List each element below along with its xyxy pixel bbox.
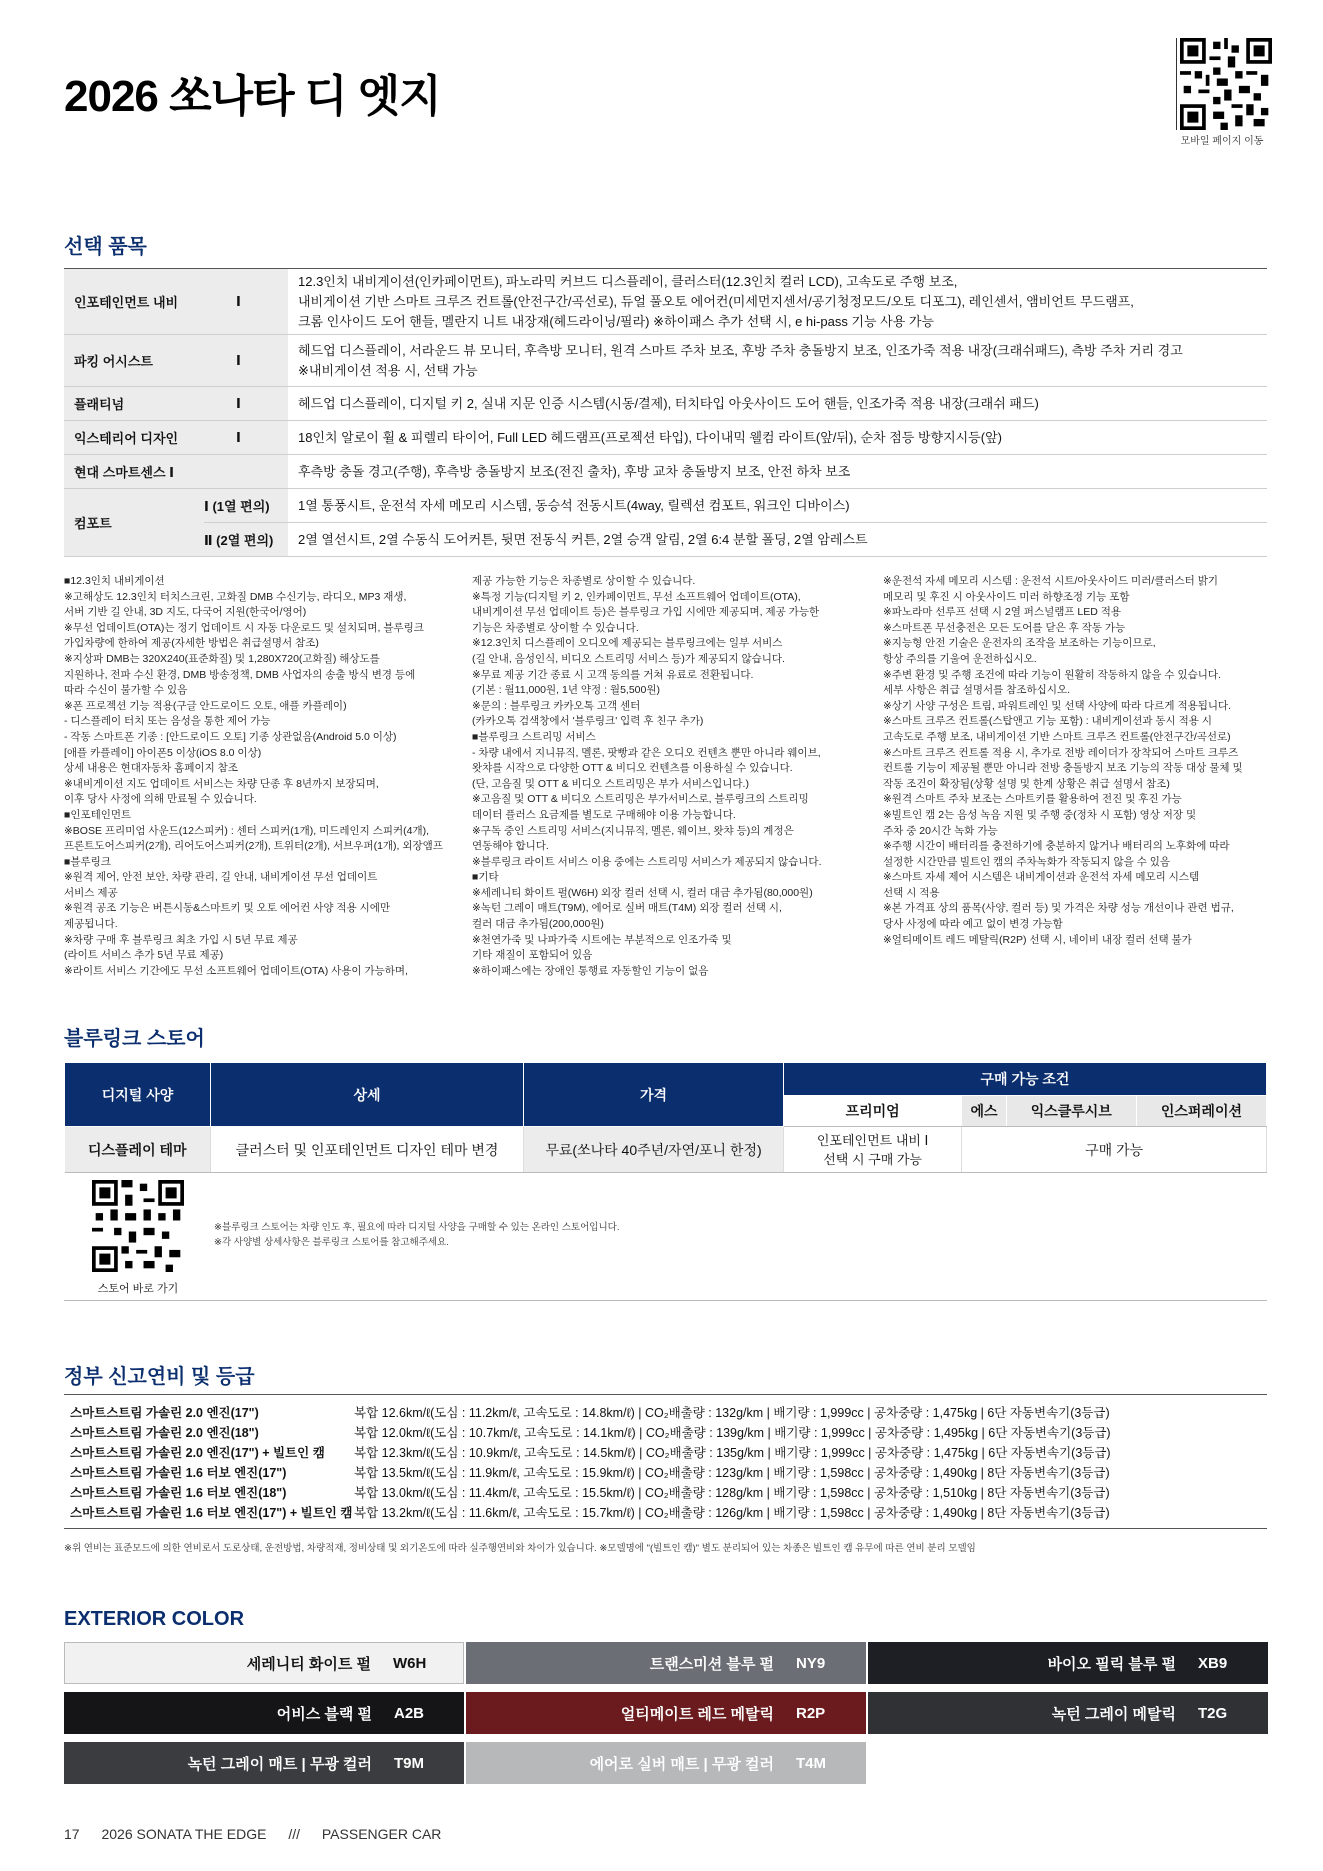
note-line: 가입차량에 한하여 제공(자세한 방법은 취급설명서 참조) xyxy=(64,637,319,650)
note-line: 고속도로 주행 보조, 내비게이션 기반 스마트 크루즈 컨트롤(안전구간/곡선로) xyxy=(883,730,1231,743)
notes-column xyxy=(883,574,1273,948)
bluelink-table xyxy=(64,1062,1267,1173)
color-name: 녹턴 그레이 매트 | 무광 컬러 xyxy=(187,1755,372,1773)
note-line: ※원격 스마트 주차 보조는 스마트키를 활용하여 전진 및 후진 가능 xyxy=(883,793,1182,806)
note-line: ※스마트 자세 제어 시스템은 내비게이션과 운전석 자세 메모리 시스템 xyxy=(883,871,1200,884)
note-line: ※원격 제어, 안전 보안, 차량 관리, 길 안내, 내비게이션 무선 업데이트 xyxy=(64,871,378,884)
option-level: Ⅰ xyxy=(236,421,288,454)
option-level: Ⅰ xyxy=(236,335,288,386)
note-line: 설정한 시간만큼 빌트인 캠의 주차녹화가 작동되지 않을 수 있음 xyxy=(883,855,1171,868)
note-line: 주차 중 20시간 녹화 가능 xyxy=(883,824,998,837)
note-line: ※고음질 및 OTT & 비디오 스트리밍은 부가서비스로, 블루링크의 스트리밍 xyxy=(472,793,809,806)
note-line: - 작동 스마트폰 기종 : [안드로이드 오토] 기종 상관없음(Android 5.0 이상) xyxy=(64,730,397,743)
note-line: ※빌트인 캠 2는 음성 녹음 지원 및 주행 중(정차 시 포함) 영상 저장 및 xyxy=(883,808,1197,821)
col-header: 프리미엄 xyxy=(784,1096,962,1127)
color-code: NY9 xyxy=(796,1654,826,1672)
option-row xyxy=(64,335,1267,387)
color-swatch[interactable] xyxy=(64,1692,464,1734)
color-name: 에어로 실버 매트 | 무광 컬러 xyxy=(589,1755,774,1773)
note-line: 이후 당사 사정에 의해 만료될 수 있습니다. xyxy=(64,793,257,806)
color-code: T2G xyxy=(1198,1704,1228,1722)
note-line: ※본 가격표 상의 품목(사양, 컬러 등) 및 가격은 차량 성능 개선이나 관련 법규, xyxy=(883,902,1234,915)
color-code: A2B xyxy=(394,1704,425,1722)
exterior-heading: EXTERIOR COLOR xyxy=(64,1608,245,1630)
note-line: 프론트도어스피커(2개), 리어도어스피커(2개), 트위터(2개), 서브우퍼(1개), 외장앰프 xyxy=(64,840,443,853)
note-line: ※원격 공조 기능은 버튼시동&스마트키 및 오토 에어컨 사양 적용 시에만 xyxy=(64,902,391,915)
note-line: [애플 카플레이] 아이폰5 이상(iOS 8.0 이상) xyxy=(64,746,262,759)
notes-column xyxy=(64,574,459,979)
col-header: 에스 xyxy=(962,1096,1006,1127)
note-line: ※BOSE 프리미엄 사운드(12스피커) : 센터 스피커(1개), 미드레인지 스피커(4개), xyxy=(64,824,430,837)
note-line: ※천연가죽 및 나파가죽 시트에는 부분적으로 인조가죽 및 xyxy=(472,933,732,946)
note-line: 항상 주의를 기울여 운전하십시오. xyxy=(883,652,1037,665)
option-desc: 1열 통풍시트, 운전석 자세 메모리 시스템, 동승석 전동시트(4way, 릴렉션 컴포트, 워크인 디바이스) xyxy=(298,497,850,513)
footer-model: 2026 SONATA THE EDGE xyxy=(101,1826,267,1842)
note-line: 메모리 및 후진 시 아웃사이드 미러 하향조정 기능 포함 xyxy=(883,590,1130,603)
color-swatch[interactable] xyxy=(466,1692,866,1734)
col-header: 구매 가능 조건 xyxy=(784,1063,1267,1096)
color-name: 트랜스미션 블루 펄 xyxy=(649,1655,774,1673)
note-line: ※운전석 자세 메모리 시스템 : 운전석 시트/아웃사이드 미러/클러스터 밝기 xyxy=(883,575,1219,587)
color-name: 얼티메이트 레드 메탈릭 xyxy=(620,1705,774,1723)
note-line: ※주행 시간이 배터리를 충전하기에 충분하지 않거나 배터리의 노후화에 따라 xyxy=(883,840,1230,853)
mobile-qr-caption: 모바일 페이지 이동 xyxy=(1180,136,1264,147)
color-code: XB9 xyxy=(1198,1654,1228,1672)
note-line: ※폰 프로젝션 기능 적용(구글 안드로이드 오토, 애플 카플레이) xyxy=(64,699,347,712)
note-line: 컨트롤 기능이 제공될 뿐만 아니라 전방 충돌방지 보조 기능의 작동 대상 물체 및 xyxy=(883,762,1243,775)
color-name: 어비스 블랙 펄 xyxy=(276,1705,372,1723)
option-name: 파킹 어시스트 xyxy=(64,335,236,386)
color-name: 세레니티 화이트 펄 xyxy=(246,1655,371,1673)
note-line: 기능은 차종별로 상이할 수 있습니다. xyxy=(472,621,639,634)
table-cell: 무료(쏘나타 40주년/자연/포니 한정) xyxy=(524,1127,784,1173)
page-title: 2026 쏘나타 디 엣지 xyxy=(64,72,441,121)
option-name: 익스테리어 디자인 xyxy=(64,421,236,454)
option-desc: 헤드업 디스플레이, 디지털 키 2, 실내 지문 인증 시스템(시동/결제), 터치타입 아웃사이드 도어 핸들, 인조가죽 적용 내장(크래쉬 패드) xyxy=(298,395,1039,411)
option-name: 컴포트 xyxy=(64,489,204,557)
note-line: ※지능형 안전 기술은 운전자의 조작을 보조하는 기능이므로, xyxy=(883,637,1156,650)
note-line: 작동 조건이 확장됨(상황 설명 및 한계 상황은 취급 설명서 참조) xyxy=(883,777,1170,790)
option-row xyxy=(204,523,1267,557)
note-line: ■블루링크 xyxy=(64,855,111,868)
note-line: ※세레니티 화이트 펄(W6H) 외장 컬러 선택 시, 컬러 대금 추가됨(80,000원) xyxy=(472,886,813,899)
col-header: 가격 xyxy=(524,1063,784,1127)
footer-separator: /// xyxy=(288,1826,300,1842)
table-cell: 구매 가능 xyxy=(962,1127,1267,1173)
bluelink-notes: ※블루링크 스토어는 차량 인도 후, 필요에 따라 디지털 사양을 구매할 수 있는 온라인 스토어입니다. ※각 사양별 상세사항은 블루링크 스토어를 참고해주세요. xyxy=(214,1222,620,1248)
note-line: 제공 가능한 기능은 차종별로 상이할 수 있습니다. xyxy=(472,575,696,587)
option-name: 현대 스마트센스 Ⅰ xyxy=(64,455,236,488)
note-line: (라이트 서비스 추가 5년 무료 제공) xyxy=(64,949,224,962)
note-line: 기타 재질이 포함되어 있음 xyxy=(472,949,593,962)
option-name: 인포테인먼트 내비 xyxy=(64,269,236,334)
table-cell: 클러스터 및 인포테인먼트 디자인 테마 변경 xyxy=(211,1127,524,1173)
note-line: - 차량 내에서 지니뮤직, 멜론, 팟빵과 같은 오디오 컨텐츠 뿐만 아니라 웨이브, xyxy=(472,746,821,759)
option-row xyxy=(64,455,1267,489)
color-name: 녹턴 그레이 메탈릭 xyxy=(1051,1705,1176,1723)
col-header: 상세 xyxy=(211,1063,524,1127)
note-line: ■기타 xyxy=(472,871,499,884)
color-name: 바이오 필릭 블루 펄 xyxy=(1047,1655,1176,1673)
note-line: 따라 수신이 불가할 수 있음 xyxy=(64,684,188,697)
table-cell: 인포테인먼트 내비 Ⅰ 선택 시 구매 가능 xyxy=(784,1127,962,1173)
col-header: 디지털 사양 xyxy=(65,1063,211,1127)
color-swatch[interactable] xyxy=(868,1692,1268,1734)
footer-category: PASSENGER CAR xyxy=(321,1826,442,1842)
table-cell: 디스플레이 테마 xyxy=(65,1127,211,1173)
note-line: 상세 내용은 현대자동차 홈페이지 참조 xyxy=(64,762,238,775)
store-qr-caption: 스토어 바로 가기 xyxy=(97,1283,179,1295)
option-row xyxy=(64,269,1267,335)
color-swatch[interactable] xyxy=(64,1642,464,1684)
note-line: ※지상파 DMB는 320X240(표준화질) 및 1,280X720(고화질) 해상도를 xyxy=(64,652,380,665)
note-line: ※차량 구매 후 블루링크 최초 가입 시 5년 무료 제공 xyxy=(64,933,298,946)
note-line: ※12.3인치 디스플레이 오디오에 제공되는 블루링크에는 일부 서비스 xyxy=(472,637,783,650)
note-line: 연동해야 합니다. xyxy=(472,840,549,853)
color-swatch[interactable] xyxy=(64,1742,464,1784)
mobile-qr-code-icon[interactable] xyxy=(1180,38,1272,130)
note-line: ※파노라마 선루프 선택 시 2열 퍼스널램프 LED 적용 xyxy=(883,606,1122,619)
note-line: ※스마트폰 무선충전은 모든 도어를 닫은 후 작동 가능 xyxy=(883,621,1126,634)
note-line: ※무료 제공 기간 종료 시 고객 동의를 거쳐 유료로 전환됩니다. xyxy=(472,668,754,681)
note-line: ※특정 기능(디지털 키 2, 인카페이먼트, 무선 소프트웨어 업데이트(OTA), xyxy=(472,590,801,603)
divider xyxy=(64,1394,1267,1395)
fuel-heading: 정부 신고연비 및 등급 xyxy=(64,1366,255,1388)
color-code: R2P xyxy=(796,1704,826,1722)
option-desc: 18인치 알로이 휠 & 피렐리 타이어, Full LED 헤드램프(프로젝션 타입), 다이내믹 웰컴 라이트(앞/뒤), 순차 점등 방향지시등(앞) xyxy=(298,429,1002,445)
note-line: ※하이패스에는 장애인 통행료 자동할인 기능이 없음 xyxy=(472,964,709,977)
note-line: (기본 : 월11,000원, 1년 약정 : 월5,500원) xyxy=(472,684,660,697)
note-line: (카카오톡 검색창에서 '블루링크' 입력 후 친구 추가) xyxy=(472,715,704,728)
table-row xyxy=(65,1127,1267,1173)
color-code: T4M xyxy=(796,1754,826,1772)
note-line: ※스마트 크루즈 컨트롤 적용 시, 추가로 전방 레이더가 장착되어 스마트 크루즈 xyxy=(883,746,1239,759)
option-desc: 2열 열선시트, 2열 수동식 도어커튼, 뒷면 전동식 커튼, 2열 승객 알림, 2열 6:4 분할 폴딩, 2열 암레스트 xyxy=(298,531,868,547)
note-line: ※무선 업데이트(OTA)는 정기 업데이트 시 자동 다운로드 및 설치되며, 블루링크 xyxy=(64,621,424,634)
note-line: 선택 시 적용 xyxy=(883,886,940,899)
note-line: 세부 사항은 취급 설명서를 참조하십시오. xyxy=(883,684,1071,697)
option-desc: 헤드업 디스플레이, 서라운드 뷰 모니터, 후측방 모니터, 원격 스마트 주차 보조, 후방 주차 충돌방지 보조, 인조가죽 적용 내장(크래쉬패드), 측방 주차 거리 경고 ※내비게이션 적용 시, 선택 가능 xyxy=(298,342,1183,378)
note-line: ※스마트 크루즈 컨트롤(스탑앤고 기능 포함) : 내비게이션과 동시 적용 시 xyxy=(883,715,1212,728)
note-line: 왓챠를 시작으로 다양한 OTT & 비디오 컨텐츠를 이용하실 수 있습니다. xyxy=(472,762,793,775)
note-line: 지원하나, 전파 수신 환경, DMB 방송정책, DMB 사업자의 송출 방식 변경 등에 xyxy=(64,668,416,681)
option-level: Ⅱ (2열 편의) xyxy=(204,523,288,556)
note-line: (단, 고음질 및 OTT & 비디오 스트리밍은 부가 서비스입니다.) xyxy=(472,777,749,790)
store-qr-code-icon[interactable] xyxy=(92,1180,184,1272)
note-line: 당사 사정에 따라 예고 없이 변경 가능함 xyxy=(883,918,1063,931)
option-level: Ⅰ xyxy=(236,387,288,420)
note-line: ※내비게이션 지도 업데이트 서비스는 차량 단종 후 8년까지 보장되며, xyxy=(64,777,379,790)
notes-column xyxy=(472,574,872,979)
option-row xyxy=(204,489,1267,523)
note-line: ※구독 중인 스트리밍 서비스(지니뮤직, 멜론, 웨이브, 왓챠 등)의 계정은 xyxy=(472,824,794,837)
fuel-note: ※위 연비는 표준모드에 의한 연비로서 도로상태, 운전방법, 차량적재, 정비상태 및 외기온도에 따라 실주행연비와 차이가 있습니다. ※모델명에 "(빌트인 캠)" 별도 분리되어 있는 차종은 빌트인 캠 유무에 따른 연비 분리 모델임 xyxy=(64,1543,976,1554)
option-level: Ⅰ (1열 편의) xyxy=(204,489,288,522)
option-desc: 12.3인치 내비게이션(인카페이먼트), 파노라믹 커브드 디스플레이, 클러스터(12.3인치 컬러 LCD), 고속도로 주행 보조, 내비게이션 기반 스마트 크루즈 컨트롤(안전구간/곡선로), 듀얼 풀오토 에어컨(미세먼지센서/공기청정모드/오토 디포그), 레인센서, 앰비언트 무드램프, 크롬 인사이드 도어 핸들, 멜란지 니트 내장재(헤드라이닝/필라) ※하이패스 추가 선택 시, e hi-pass 기능 사용 가능 xyxy=(298,273,1134,329)
option-desc: 후측방 충돌 경고(주행), 후측방 충돌방지 보조(전진 출차), 후방 교차 충돌방지 보조, 안전 하차 보조 xyxy=(298,463,851,479)
option-row xyxy=(64,387,1267,421)
col-header: 인스퍼레이션 xyxy=(1136,1096,1266,1127)
note-line: ※고해상도 12.3인치 터치스크린, 고화질 DMB 수신기능, 라디오, MP3 재생, xyxy=(64,590,407,603)
note-line: 컬러 대금 추가됨(200,000원) xyxy=(472,918,604,931)
option-level: Ⅰ xyxy=(236,269,288,334)
note-line: ※녹턴 그레이 매트(T9M), 에어로 실버 매트(T4M) 외장 컬러 선택 시, xyxy=(472,902,782,915)
options-heading: 선택 품목 xyxy=(64,236,147,258)
divider xyxy=(64,1300,1267,1301)
color-swatch[interactable] xyxy=(466,1742,866,1784)
option-level xyxy=(236,455,288,488)
note-line: ■12.3인치 내비게이션 xyxy=(64,575,165,587)
note-line: ※블루링크 라이트 서비스 이용 중에는 스트리밍 서비스가 제공되지 않습니다. xyxy=(472,855,822,868)
color-code: T9M xyxy=(394,1754,424,1772)
page-number: 17 xyxy=(64,1826,80,1842)
note-line: - 디스플레이 터치 또는 음성을 통한 제어 가능 xyxy=(64,715,271,728)
divider xyxy=(1176,38,1177,130)
color-swatch[interactable] xyxy=(868,1642,1268,1684)
option-name: 플래티넘 xyxy=(64,387,236,420)
color-code: W6H xyxy=(393,1654,427,1672)
footer xyxy=(64,1826,459,1842)
option-row xyxy=(64,421,1267,455)
note-line: ※주변 환경 및 주행 조건에 따라 기능이 원활히 작동하지 않을 수 있습니다. xyxy=(883,668,1221,681)
note-line: 데이터 플러스 요금제를 별도로 구매해야 이용 가능합니다. xyxy=(472,808,736,821)
color-swatch[interactable] xyxy=(466,1642,866,1684)
note-line: (길 안내, 음성인식, 비디오 스트리밍 서비스 등)가 제공되지 않습니다. xyxy=(472,652,785,665)
note-line: ※상기 사양 구성은 트림, 파워트레인 및 선택 사양에 따라 다르게 적용됩니다. xyxy=(883,699,1232,712)
note-line: ■인포테인먼트 xyxy=(64,808,132,821)
note-line: ※문의 : 블루링크 카카오톡 고객 센터 xyxy=(472,699,641,712)
note-line: 내비게이션 무선 업데이트 등)은 블루링크 가입 시에만 제공되며, 제공 가능한 xyxy=(472,606,820,619)
note-line: 서버 기반 길 안내, 3D 지도, 다국어 지원(한국어/영어) xyxy=(64,606,307,619)
note-line: ※라이트 서비스 기간에도 무선 소프트웨어 업데이트(OTA) 사용이 가능하며, xyxy=(64,964,408,977)
note-line: ■블루링크 스트리밍 서비스 xyxy=(472,730,596,743)
note-line: ※얼티메이트 레드 메탈릭(R2P) 선택 시, 네이비 내장 컬러 선택 불가 xyxy=(883,933,1192,946)
bluelink-heading: 블루링크 스토어 xyxy=(64,1028,205,1050)
note-line: 제공됩니다. xyxy=(64,918,118,931)
col-header: 익스클루시브 xyxy=(1006,1096,1136,1127)
note-line: 서비스 제공 xyxy=(64,886,118,899)
divider xyxy=(64,1528,1267,1529)
